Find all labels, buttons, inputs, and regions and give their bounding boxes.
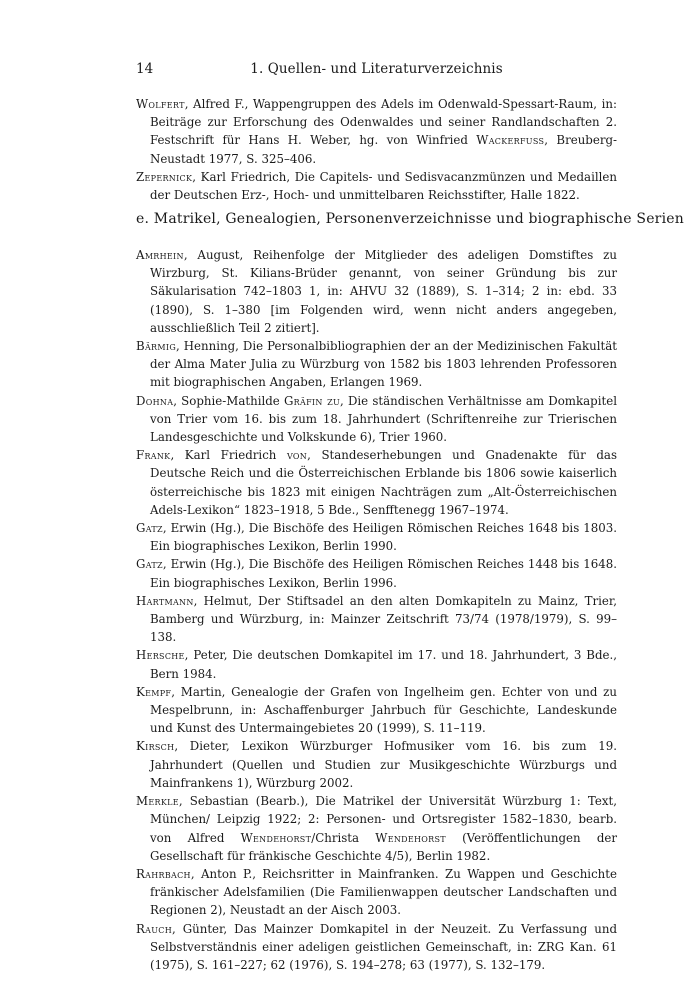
bibliography-entry: Gatz, Erwin (Hg.), Die Bischöfe des Heiligen Römischen Reiches 1648 bis 1803. Ein biographisches Lexikon, Berlin 1990. (136, 521, 617, 554)
entry-author: Bärmig (136, 339, 177, 354)
entry-author: Gatz (136, 521, 163, 536)
bibliography-entry: Merkle, Sebastian (Bearb.), Die Matrikel der Universität Würzburg 1: Text, München/ Leipzig 1922; 2: Personen- und Ortsregister 1582–1830, bearb. von Alfred Wendehorst/Christa Wendehorst (Veröffentlichungen der Gesellschaft für fränkische Geschichte 4/5), Berlin 1982. (136, 794, 617, 863)
entry-author: Wolfert (136, 97, 185, 111)
entry-editor: Wendehorst (375, 830, 446, 845)
section-heading: e. Matrikel, Genealogien, Personenverzeichnisse und biographische Serien (136, 211, 684, 227)
running-head-title: 1. Quellen- und Literaturverzeichnis (250, 61, 503, 77)
bibliography-list-main (136, 246, 617, 974)
entry-author: Hartmann (136, 593, 194, 608)
bibliography-entry: Frank, Karl Friedrich von, Standeserhebungen und Gnadenakte für das Deutsche Reich und die Österreichischen Erblande bis 1806 sowie kaiserlich österreichische bis 1823 mit einigen Nachträgen zum „Alt-Österreichischen Adels-Lexikon“ 1823–1918, 5 Bde., Senfftenegg 1967–1974. (136, 448, 617, 517)
entry-title-of-nobility: von (287, 448, 308, 463)
entry-author: Frank (136, 448, 171, 463)
bibliography-list-top (136, 95, 617, 204)
bibliography-entry: Dohna, Sophie-Mathilde Gräfin zu, Die ständischen Verhältnisse am Domkapitel von Trier vom 16. bis zum 18. Jahrhundert (Schriftenreihe zur Trierischen Landesgeschichte und Volkskunde 6), Trier 1960. (136, 393, 617, 445)
entry-author: Kirsch (136, 739, 175, 754)
bibliography-entry: Hartmann, Helmut, Der Stiftsadel an den alten Domkapiteln zu Mainz, Trier, Bamberg und Würzburg, in: Mainzer Zeitschrift 73/74 (1978/1979), S. 99–138. (136, 593, 617, 645)
entry-author: Amrhein (136, 248, 184, 262)
bibliography-entry: Kempf, Martin, Genealogie der Grafen von Ingelheim gen. Echter von und zu Mespelbrunn, in: Aschaffenburger Jahrbuch für Geschichte, Landeskunde und Kunst des Untermaingebietes 20 (1999), S. 11–119. (136, 684, 617, 736)
bibliography-entry: Wolfert, Alfred F., Wappengruppen des Adels im Odenwald-Spessart-Raum, in: Beiträge zur Erforschung des Odenwaldes und seiner Randlandschaften 2. Festschrift für Hans H. Weber, hg. von Winfried Wackerfuss, Breuberg-Neustadt 1977, S. 325–406. (136, 97, 617, 166)
bibliography-entry: Amrhein, August, Reihenfolge der Mitglieder des adeligen Domstiftes zu Wirzburg, St. Kilians-Brüder genannt, von seiner Gründung bis zur Säkularisation 742–1803 1, in: AHVU 32 (1889), S. 1–314; 2 in: ebd. 33 (1890), S. 1–380 [im Folgenden wird, wenn nicht anders angegeben, ausschließlich Teil 2 zitiert]. (136, 248, 617, 335)
entry-author: Kempf (136, 684, 172, 699)
bibliography-entry: Zepernick, Karl Friedrich, Die Capitels- und Sedisvacanzmünzen und Medaillen der Deutschen Erz-, Hoch- und unmittelbaren Reichsstifter, Halle 1822. (136, 169, 617, 203)
entry-author: Merkle (136, 794, 179, 809)
entry-author: Gatz (136, 557, 163, 572)
entry-author: Rahrbach (136, 866, 191, 881)
page-number: 14 (136, 61, 154, 77)
entry-editor: Wackerfuss (476, 133, 545, 148)
bibliography-entry: Gatz, Erwin (Hg.), Die Bischöfe des Heiligen Römischen Reiches 1448 bis 1648. Ein biographisches Lexikon, Berlin 1996. (136, 557, 617, 590)
bibliography-entry: Rahrbach, Anton P., Reichsritter in Mainfranken. Zu Wappen und Geschichte fränkischer Adelsfamilien (Die Familienwappen deutscher Landschaften und Regionen 2), Neustadt an der Aisch 2003. (136, 866, 617, 918)
entry-editor: Wendehorst (240, 830, 312, 845)
entry-title-of-nobility: Gräfin zu (283, 393, 341, 408)
bibliography-entry: Hersche, Peter, Die deutschen Domkapitel im 17. und 18. Jahrhundert, 3 Bde., Bern 1984. (136, 648, 617, 681)
bibliography-entry: Kirsch, Dieter, Lexikon Würzburger Hofmusiker vom 16. bis zum 19. Jahrhundert (Quellen und Studien zur Musikgeschichte Würzburgs und Mainfrankens 1), Würzburg 2002. (136, 739, 617, 790)
running-head (136, 61, 617, 83)
entry-author: Rauch (136, 921, 172, 936)
entry-author: Zepernick (136, 169, 193, 184)
bibliography-entry: Rauch, Günter, Das Mainzer Domkapitel in der Neuzeit. Zu Verfassung und Selbstverständnis einer adeligen geistlichen Gemeinschaft, in: ZRG Kan. 61 (1975), S. 161–227; 62 (1976), S. 194–278; 63 (1977), S. 132–179. (136, 921, 617, 972)
entry-author: Hersche (136, 648, 185, 663)
entry-author: Dohna (136, 393, 174, 408)
bibliography-entry: Bärmig, Henning, Die Personalbibliographien der an der Medizinischen Fakultät der Alma Mater Julia zu Würzburg von 1582 bis 1803 lehrenden Professoren mit biographischen Angaben, Erlangen 1969. (136, 339, 617, 390)
